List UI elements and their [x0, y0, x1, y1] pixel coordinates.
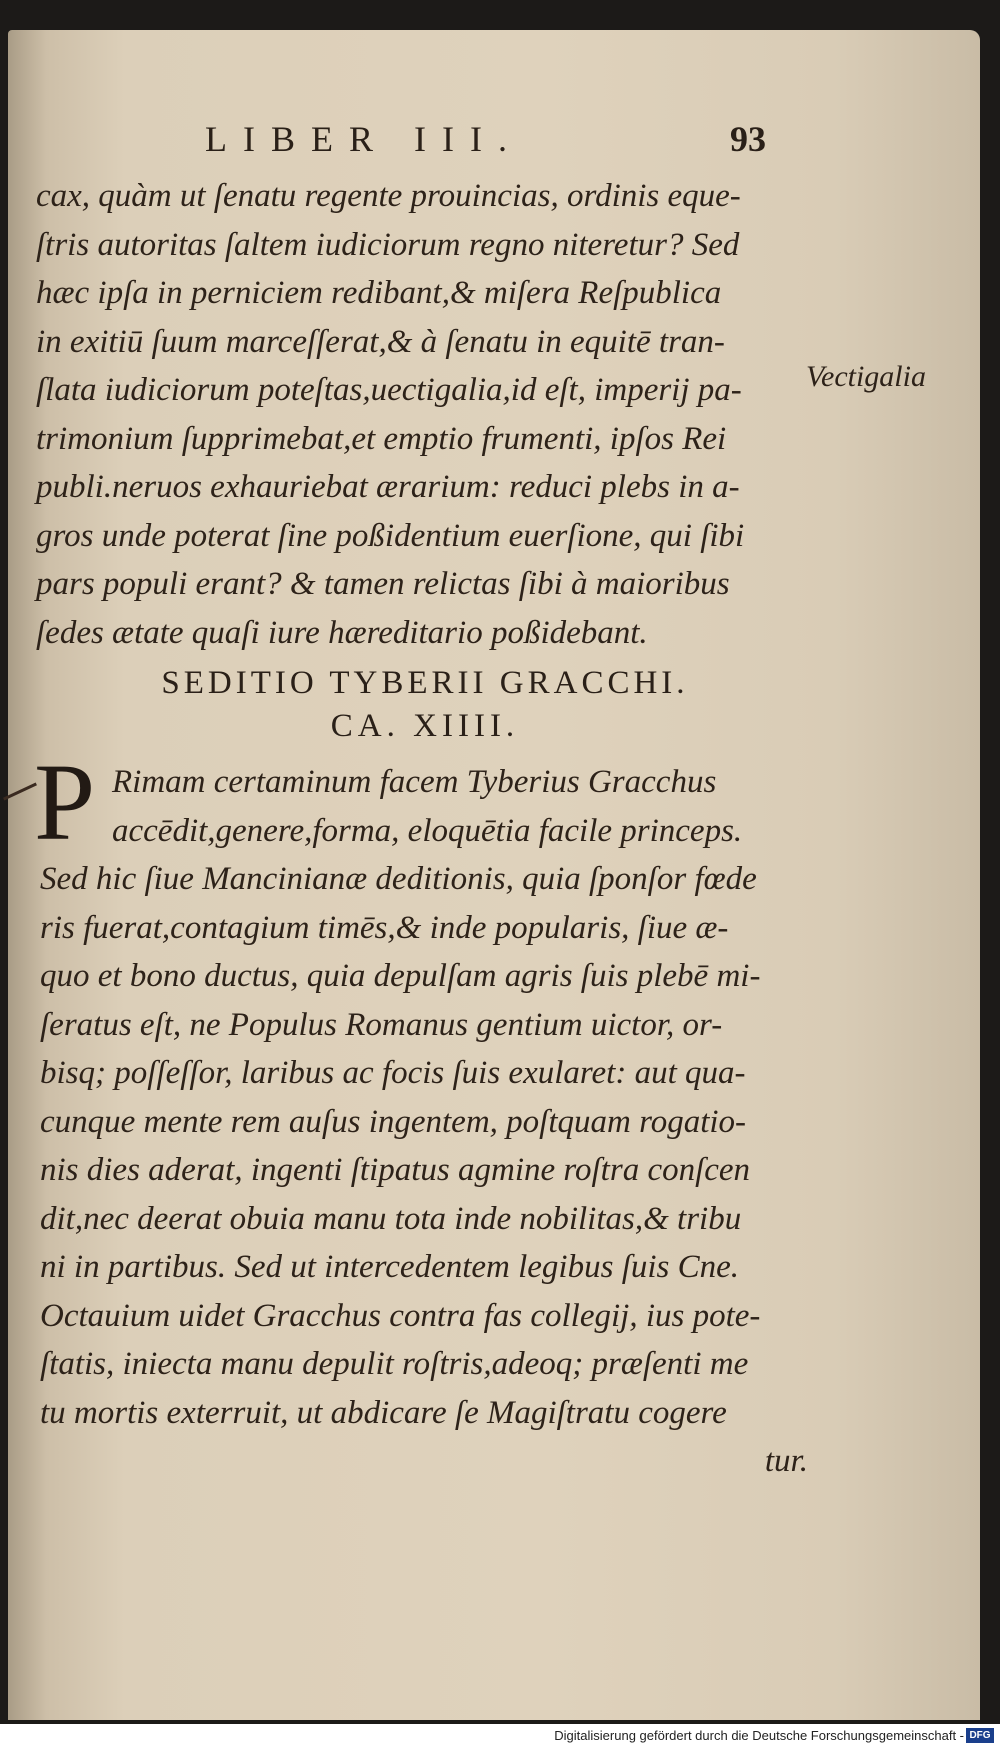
- page-number: 93: [730, 119, 766, 159]
- dfg-logo: DFG: [966, 1728, 994, 1743]
- text-line: in exitiū ſuum marceſſerat,& à ſenatu in equitē tran-: [36, 323, 725, 360]
- text-line: ſeratus eſt, ne Populus Romanus gentium uictor, or-: [40, 1006, 723, 1043]
- text-line: quo et bono ductus, quia depulſam agris ſuis plebē mi-: [40, 958, 761, 994]
- chapter-number: CA. XIIII.: [330, 708, 520, 744]
- text-line: publi.neruos exhauriebat ærarium: reduci plebs in a-: [36, 469, 740, 505]
- text-line: ſedes ætate quaſi iure hæreditario poßidebant.: [36, 614, 648, 651]
- running-head: [0, 118, 1000, 168]
- text-line: hæc ipſa in perniciem redibant,& miſera Reſpublica: [36, 275, 722, 311]
- text-line: Octauium uidet Gracchus contra fas collegij, ius pote-: [40, 1297, 761, 1334]
- drop-capital: P: [34, 741, 96, 863]
- chapter-title: SEDITIO TYBERII GRACCHI.: [161, 665, 689, 701]
- text-line: ris fuerat,contagium timēs,& inde popularis, ſiue æ-: [40, 909, 729, 946]
- running-title: LIBER III.: [205, 119, 523, 159]
- text-line: ſtris autoritas ſaltem iudiciorum regno niteretur? Sed: [36, 226, 740, 263]
- text-line: cax, quàm ut ſenatu regente prouincias, ordinis eque-: [36, 178, 741, 214]
- text-line: accēdit,genere,forma, eloquētia facile princeps.: [112, 812, 743, 849]
- text-line: tur.: [764, 1443, 808, 1479]
- text-line: bisq; poſſeſſor, laribus ac focis ſuis exularet: aut qua-: [40, 1055, 746, 1091]
- paragraph-1: [36, 172, 816, 657]
- text-line: Rimam certaminum facem Tyberius Gracchus: [112, 764, 717, 800]
- funding-credit: Digitalisierung gefördert durch die Deutsche Forschungsgemeinschaft -: [554, 1728, 964, 1743]
- text-line: nis dies aderat, ingenti ſtipatus agmine roſtra conſcen: [40, 1152, 751, 1188]
- text-line: dit,nec deerat obuia manu tota inde nobilitas,& tribu: [40, 1200, 742, 1237]
- text-line: ſtatis, iniecta manu depulit roſtris,adeoq; præſenti me: [40, 1346, 749, 1382]
- text-line: trimonium ſupprimebat,et emptio frumenti, ipſos Rei: [36, 420, 727, 457]
- paragraph-2: [40, 758, 820, 1486]
- footer-bar: [0, 1724, 1000, 1748]
- text-line: ſlata iudiciorum poteſtas,uectigalia,id eſt, imperij pa-: [36, 372, 742, 408]
- text-line: gros unde poterat ſine poßidentium euerſione, qui ſibi: [36, 517, 745, 554]
- text-line: ni in partibus. Sed ut intercedentem legibus ſuis Cne.: [40, 1249, 740, 1285]
- text-line: Sed hic ſiue Mancinianæ deditionis, quia ſponſor fœde: [40, 861, 757, 897]
- text-line: cunque mente rem auſus ingentem, poſtquam rogatio-: [40, 1103, 747, 1140]
- text-line: tu mortis exterruit, ut abdicare ſe Magiſtratu cogere: [40, 1394, 727, 1431]
- text-line: pars populi erant? & tamen relictas ſibi à maioribus: [36, 566, 730, 602]
- marginal-note: Vectigalia: [806, 360, 926, 393]
